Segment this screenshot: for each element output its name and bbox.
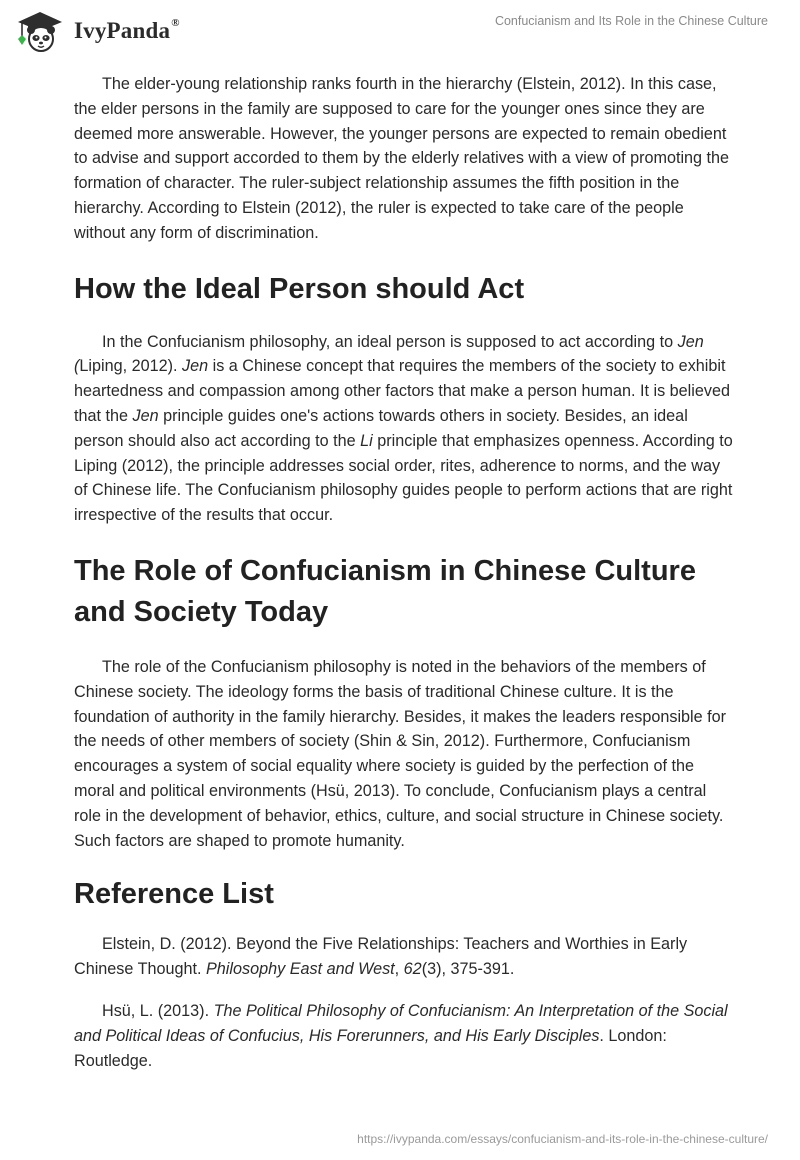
essay-content: [74, 72, 734, 1073]
heading-ideal-person: How the Ideal Person should Act: [74, 272, 525, 305]
paragraph-elder-young: The elder-young relationship ranks fourth in the hierarchy (Elstein, 2012). In this case, the elder persons in the family are supposed to care for the younger ones since they are deemed more answerable. However, the younger persons are expected to remain obedient to advise and support accorded to them by the elderly relatives with a view of promoting the formation of character. The ruler-subject relationship assumes the fifth position in the hierarchy. According to Elstein (2012), the ruler is expected to take care of the people without any form of discrimination.: [74, 75, 730, 242]
brand-name[interactable]: IvyPanda®: [74, 17, 180, 43]
page-header: [0, 0, 800, 58]
reference-elstein: Elstein, D. (2012). Beyond the Five Relationships: Teachers and Worthies in Early Chinese Thought. Philosophy East and West, 62(3), 375-391.: [74, 935, 688, 979]
heading-role-of-confucianism: The Role of Confucianism in Chinese Culture and Society Today: [74, 554, 696, 628]
heading-reference-list: Reference List: [74, 878, 274, 911]
panda-graduate-logo-icon[interactable]: [14, 9, 66, 53]
paragraph-ideal-person: In the Confucianism philosophy, an ideal person is supposed to act according to Jen (Liping, 2012). Jen is a Chinese concept that requires the members of the society to exhibit heartedness and compassion among other factors that make a person human. It is believed that the Jen principle guides one's actions towards others in society. Besides, an ideal person should also act according to the Li principle that emphasizes openness. According to Liping (2012), the principle addresses social order, rites, adherence to norms, and the way of Chinese life. The Confucianism philosophy guides people to perform actions that are right irrespective of the results that occur.: [74, 332, 733, 525]
document-title: Confucianism and Its Role in the Chinese Culture: [494, 14, 768, 28]
paragraph-role-of-confucianism: The role of the Confucianism philosophy is noted in the behaviors of the members of Chinese society. The ideology forms the basis of traditional Chinese culture. It is the foundation of authority in the family hierarchy. Besides, it makes the leaders responsible for the needs of other members of society (Shin & Sin, 2012). Furthermore, Confucianism encourages a system of social equality where society is guided by the perfection of the moral and political environments (Hsü, 2013). To conclude, Confucianism plays a central role in the development of behavior, ethics, culture, and social structure in Chinese society. Such factors are shaped to promote humanity.: [74, 657, 727, 850]
reference-hsu: Hsü, L. (2013). The Political Philosophy of Confucianism: An Interpretation of the Social and Political Ideas of Confucius, His Forerunners, and His Early Disciples. London: Routledge.: [74, 1001, 728, 1070]
source-url-link[interactable]: https://ivypanda.com/essays/confucianism-and-its-role-in-the-chinese-culture/: [357, 1132, 768, 1146]
